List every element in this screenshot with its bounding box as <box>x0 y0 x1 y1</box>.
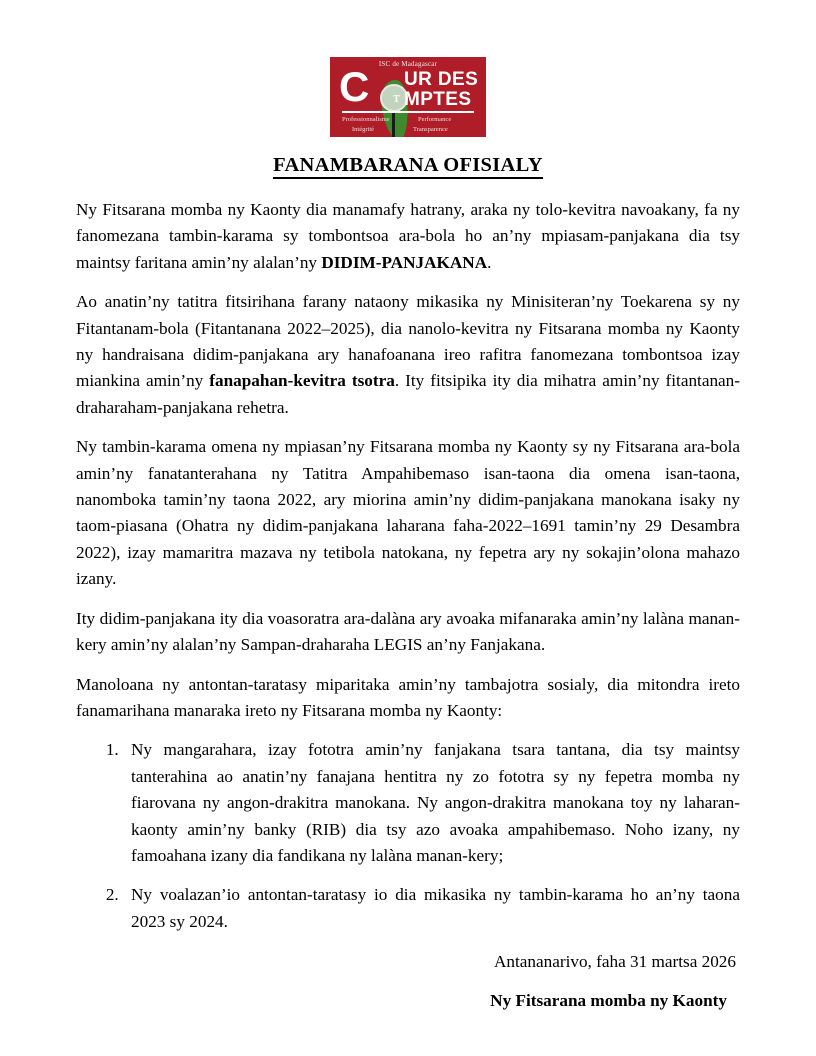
logo-values-group <box>330 114 486 137</box>
logo-lens-letter: T <box>393 94 400 105</box>
document-body <box>76 197 740 724</box>
emphasis-text: DIDIM-PANJAKANA <box>321 252 488 272</box>
text-run: Ity didim-panjakana ity dia voasoratra ara-dalàna ary avoaka mifanaraka amin’ny lalàna manan-kery amin’ny alalan’ny Sampan-draharaha LEGIS an’ny Fanjakana. <box>76 608 740 655</box>
paragraph <box>76 672 740 725</box>
signatory: Ny Fitsarana momba ny Kaonty <box>490 990 727 1010</box>
text-run: . <box>487 252 492 272</box>
logo-letter-c: C <box>339 63 370 110</box>
emphasis-text: fanapahan-kevitra tsotra <box>209 371 395 391</box>
paragraph <box>76 197 740 276</box>
logo-value-performance: Performance <box>418 116 452 123</box>
list-item: 1. Ny mangarahara, izay fototra amin’ny fanjakana tsara tantana, dia tsy maintsy tanterahina ao anatin’ny fanajana hentitra ny zo fototra sy ny fepetra momba ny fiarovana ny angon-drakitra manokana. Ny angon-drakitra manokana toy ny laharan-kaonty amin’ny banky (RIB) dia tsy azo avoaka ampahibemaso. Noho izany, ny famoahana izany dia fandikana ny lalàna manan-kery; <box>123 737 740 869</box>
paragraph <box>76 606 740 659</box>
paragraph <box>76 434 740 592</box>
logo-institution-label: ISC de Madagascar <box>378 60 438 68</box>
list-item: 2. Ny voalazan’io antontan-taratasy io dia mikasika ny tambin-karama ho an’ny taona 2023 sy 2024. <box>123 882 740 935</box>
place-and-date: Antananarivo, faha 31 martsa 2026 <box>494 952 736 972</box>
logo-divider <box>342 111 474 113</box>
logo-value-integrite: Intégrité <box>352 126 375 133</box>
logo-word-mptes: MPTES <box>404 89 472 110</box>
text-run: Manoloana ny antontan-taratasy miparitaka amin’ny tambajotra sosialy, dia mitondra ireto fanamarihana manaraka ireto ny Fitsarana momba ny Kaonty: <box>76 674 740 720</box>
closing-block <box>76 949 740 1014</box>
logo-word-ur-des: UR DES <box>404 69 479 90</box>
page-title <box>76 154 740 177</box>
paragraph <box>76 289 740 421</box>
remarks-list <box>76 737 740 935</box>
cour-des-comptes-logo <box>330 57 486 137</box>
text-run: Ny tambin-karama omena ny mpiasan’ny Fitsarana momba ny Kaonty sy ny Fitsarana ara-bola amin’ny fanatanterahana ny Tatitra Ampahibemaso isan-taona dia omena isan-taona, nanomboka tamin’ny taona 2022, ary miorina amin’ny didim-panjakana manokana isaky ny taom-piasana (Ohatra ny didim-panjakana laharana faha-2022–1691 tamin’ny 29 Desambra 2022), izay mamaritra mazava ny tetibola natokana, ny fepetra ary ny sokajin’olona mahazo izany. <box>76 437 740 589</box>
logo-container <box>76 0 740 137</box>
text-run: . Ity fitsipika ity dia mihatra amin’ny fitantanan-draharaham-panjakana rehetra. <box>76 371 740 417</box>
page-title-text: FANAMBARANA OFISIALY <box>273 154 543 179</box>
logo-value-transparence: Transparence <box>413 126 448 133</box>
logo-value-professionnalisme: Professionnalisme <box>342 116 390 123</box>
text-run: Ny Fitsarana momba ny Kaonty dia manamafy hatrany, araka ny tolo-kevitra navoakany, fa ny fanomezana tambin-karama sy tombontsoa ara-bola ho an’ny mpiasam-panjakana dia tsy maintsy faritana amin’ny alalan’ny <box>76 200 740 272</box>
text-run: Ao anatin’ny tatitra fitsirihana farany nataony mikasika ny Minisiteran’ny Toekarena sy ny Fitantanam-bola (Fitantanana 2022–2025), dia nanolo-kevitra ny Fitsarana momba ny Kaonty ny handraisana didim-panjakana ary hanafoanana ireo rafitra fanomezana tombontsoa izay miankina amin’ny <box>76 292 740 391</box>
